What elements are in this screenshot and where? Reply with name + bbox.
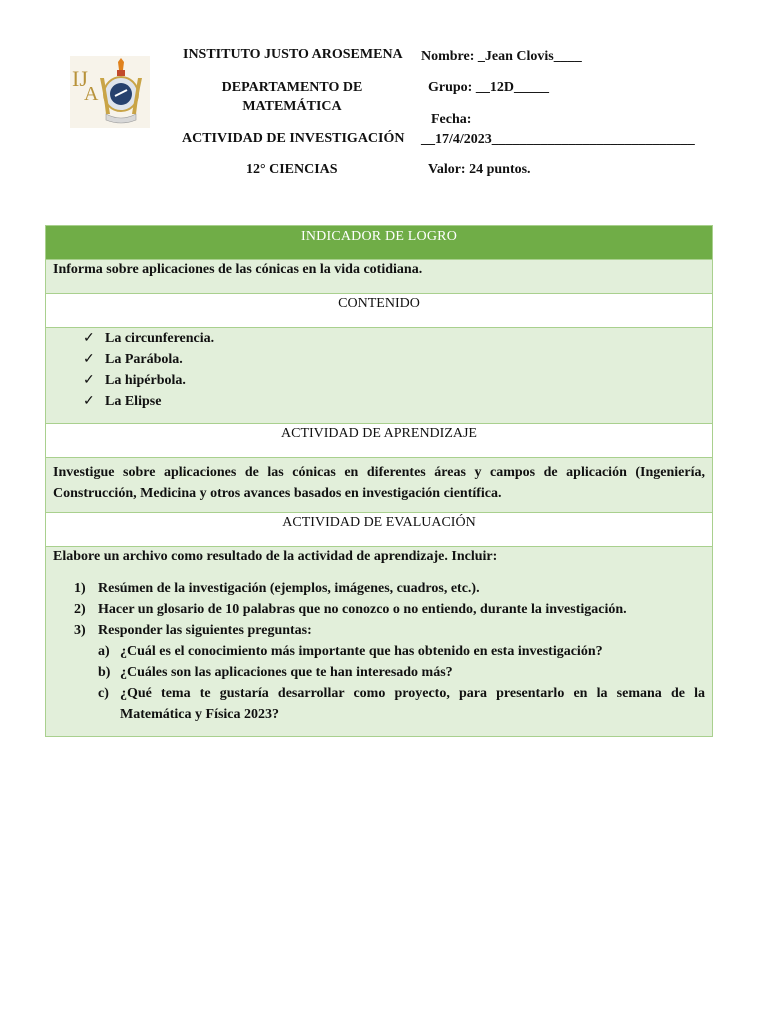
indicador-title: INDICADOR DE LOGRO [46, 226, 712, 259]
institution-logo [70, 56, 150, 128]
contenido-list [53, 328, 705, 412]
evaluacion-intro: Elabore un archivo como resultado de la actividad de aprendizaje. Incluir: [53, 549, 498, 564]
list-item: ✓ La Parábola. [83, 349, 705, 370]
department-name: DEPARTAMENTO DE MATEMÁTICA [221, 80, 363, 114]
date-value: __17/4/2023_____________________________ [421, 132, 695, 147]
activity-type: ACTIVIDAD DE INVESTIGACIÓN [182, 131, 405, 146]
svg-text:IJ: IJ [72, 66, 88, 91]
preguntas-list [98, 641, 705, 725]
grade-label: 12° CIENCIAS [246, 162, 338, 177]
contenido-title: CONTENIDO [46, 293, 712, 327]
list-item: ✓ La hipérbola. [83, 370, 705, 391]
contenido-cell [46, 327, 712, 423]
indicador-text: Informa sobre aplicaciones de las cónicas en la vida cotidiana. [46, 259, 712, 293]
checkmark-icon: ✓ [83, 394, 95, 409]
list-item: ✓ La circunferencia. [83, 328, 705, 349]
evaluacion-title: ACTIVIDAD DE EVALUACIÓN [46, 512, 712, 546]
aprendizaje-title: ACTIVIDAD DE APRENDIZAJE [46, 423, 712, 457]
student-name-field: Nombre: _Jean Clovis____ [421, 49, 582, 64]
evaluacion-list [53, 578, 705, 725]
list-item: ✓ La Elipse [83, 391, 705, 412]
activity-table [45, 225, 713, 737]
checkmark-icon: ✓ [83, 352, 95, 367]
question-item: c) ¿Qué tema te gustaría desarrollar como proyecto, para presentarlo en la semana de la Matemática y Física 2023? [98, 686, 705, 722]
aprendizaje-text: Investigue sobre aplicaciones de las cónicas en diferentes áreas y campos de aplicación (Ingeniería, Construcción, Medicina y otros avances basados en investigación científica. [46, 457, 712, 512]
list-item: 1) Resúmen de la investigación (ejemplos, imágenes, cuadros, etc.). [74, 581, 480, 596]
list-item: 2) Hacer un glosario de 10 palabras que no conozco o no entiendo, durante la investigación. [74, 602, 627, 617]
list-item: 3) Responder las siguientes preguntas: a) ¿Cuál es el conocimiento más importante que has obtenido en esta investigación? b) ¿Cuáles son las aplicaciones que te han interesado más? c) ¿Qué tema te gustaría desarrollar como proyecto, para presentarlo en la semana de la Matemática y Física 2023? [53, 620, 705, 725]
checkmark-icon: ✓ [83, 331, 95, 346]
checkmark-icon: ✓ [83, 373, 95, 388]
institution-name: INSTITUTO JUSTO AROSEMENA [183, 47, 403, 62]
question-item: b) ¿Cuáles son las aplicaciones que te han interesado más? [98, 665, 453, 680]
date-label: Fecha: [431, 112, 472, 127]
evaluacion-cell [46, 546, 712, 736]
svg-text:A: A [84, 83, 99, 105]
group-field: Grupo: __12D_____ [428, 80, 549, 95]
points-value: Valor: 24 puntos. [428, 162, 531, 177]
question-item: a) ¿Cuál es el conocimiento más importante que has obtenido en esta investigación? [98, 644, 603, 659]
